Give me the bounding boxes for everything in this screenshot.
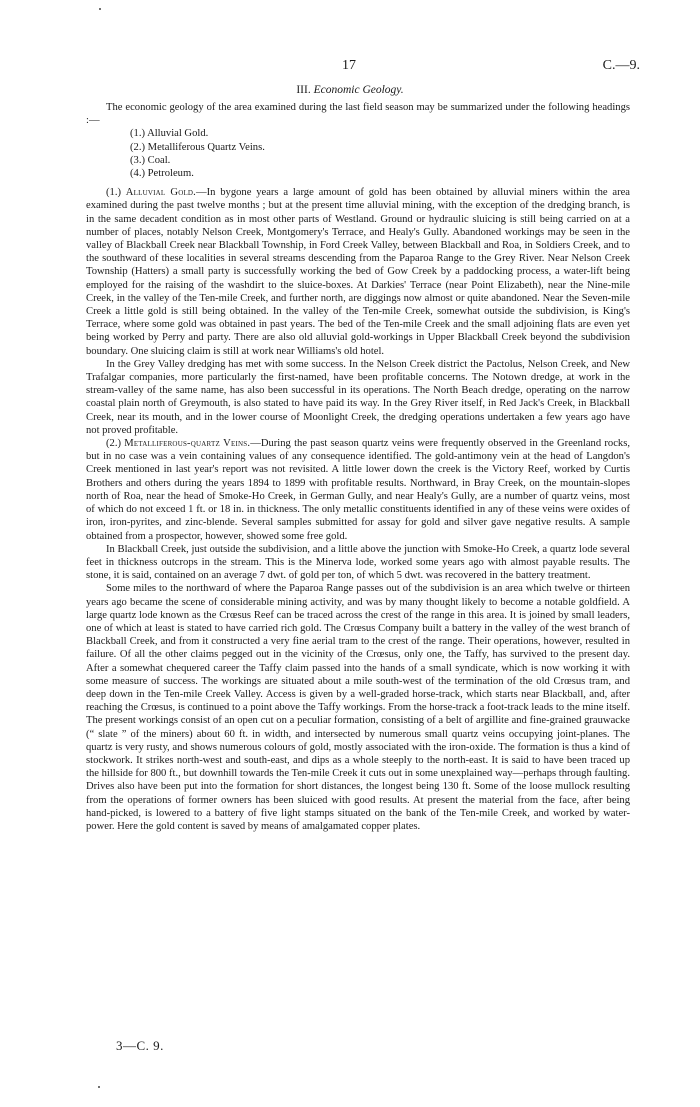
document-body — [86, 101, 630, 833]
heading-item: (3.) Coal. — [130, 154, 171, 166]
page-number: 17 — [342, 58, 356, 73]
headings-list — [130, 127, 630, 180]
section-title — [0, 84, 700, 96]
scan-speck — [98, 1086, 100, 1088]
document-reference: C.—9. — [602, 58, 640, 73]
alluvial-text: —In bygone years a large amount of gold has been obtained by alluvial miners within the area examined during the past twelve months ; but at the present time alluvial mining, with the exception of the dredging branch, is in the same decadent condition as in most other parts of Westland. Ground or hydraulic sluicing is still being carried on at a number of places, notably Nelson Creek, Montgomery's Terrace, and Healy's Gully. Abandoned workings may be seen in the valley of Blackball Creek near Blackball Township, in Ford Creek Valley, between Blackball and Roa, in Soldiers Creek, and to the southward of these localities in several streams descending from the Paparoa Range to the Grey River. Near Nelson Creek Township (Hatters) a small party is successfully working the bed of Gow Creek by a paddocking process, a water-lift being employed for the raising of the washdirt to the sluice-boxes. At Darkies' Terrace (near Point Elizabeth), near the Nine-mile Creek, in the valley of the Ten-mile Creek, and further north, are diggings now almost or quite abandoned. Near the Seven-mile Creek a little gold is still being obtained. In the valley of the Ten-mile Creek, somewhat outside the subdivision, is King's Terrace, where some gold was obtained in past years. The bed of the Ten-mile Creek and the small adjoining flats are even yet being worked by Perry and party. There are also old alluvial gold-workings in Upper Blackball Creek beyond the subdivision boundary. One sluicing claim is still at work near Williams's old hotel. — [86, 187, 630, 357]
quartz-caption: Metalliferous-quartz Veins. — [124, 438, 251, 450]
croesus-reef-paragraph: Some miles to the northward of where the Paparoa Range passes out of the subdivision is an area which twelve or thirteen years ago became the scene of considerable mining activity, and was by many thought likely to become a notable goldfield. A large quartz lode known as the Crœsus Reef can be traced across the crest of the range in this area. It is joined by small leaders, one of which at least is stated to have carried rich gold. The Crœsus Company built a battery in the valley of the west branch of Blackball Creek, and from it constructed a very fine aerial tram to the crest of the range. Their operations, however, resulted in failure. Of all the other claims pegged out in the vicinity of the Crœsus, only one, the Taffy, has survived to the present day. After a somewhat chequered career the Taffy claim passed into the hands of a small syndicate, which is now working it with some measure of success. The workings are situated about a mile south-west of the termination of the old Crœsus tram, and deep down in the Ten-mile Creek Valley. Access is given by a well-graded horse-track, which starts near Blackball, and, after reaching the Crœsus, is continued to a point above the Taffy workings. From the horse-track a foot-track leads to the mine itself. The present workings consist of an open cut on a peculiar formation, consisting of a belt of argillite and fine-grained grauwacke (“ slate ” of the miners) about 60 ft. in width, and intersected by numerous small quartz veins occupying joint-planes. The quartz is very rusty, and shows numerous colours of gold, mostly associated with the iron-oxide. The formation is thus a kind of stockwork. It strikes north-west and south-east, and dips as a whole steeply to the north-east. It is said to have been traced up the hillside for 800 ft., but downhill towards the Ten-mile Creek it cuts out in some unexplained way—perhaps through faulting. Drives also have been put into the formation for short distances, the longest being 130 ft. Some of the loose mullock resulting from the operations of former owners has been sluiced with good results. At present the material from the face, after being hand-picked, is lowered to a battery of five light stamps situated on the bank of the Ten-mile Creek, and worked by water-power. Here the gold content is saved by means of amalgamated copper plates. — [86, 583, 630, 832]
alluvial-label: (1.) — [106, 187, 122, 199]
minerva-lode-paragraph: In Blackball Creek, just outside the subdivision, and a little above the junction with Smoke-Ho Creek, a quartz lode several feet in thickness outcrops in the stream. This is the Minerva lode, worked some years ago with almost payable results. The stone, it is said, contained on an average 7 dwt. of gold per ton, of which 5 dwt. was recovered in the battery treatment. — [86, 543, 630, 582]
scan-speck — [99, 8, 101, 10]
quartz-text: —During the past season quartz veins were frequently observed in the Greenland rocks, but in no case was a vein containing values of any consequence identified. The gold-antimony vein at the head of Langdon's Creek mentioned in last year's report was not revisited. A little lower down the creek is the Victory Reef, worked by Curtis Brothers and others during the years 1894 to 1899 with profitable results. Northward, in Bray Creek, on the mountain-slopes north of Roa, near the head of Smoke-Ho Creek, in German Gully, and near Healy's Gully, are a number of quartz veins, most of which do not exceed 1 ft. or 18 in. in thickness. The only metallic constituents identified in any of these veins were oxides of iron, iron-pyrites, and zinc-blende. Several samples submitted for assay for gold and silver gave negative results. A sample obtained from a prospector, however, showed some free gold. — [86, 438, 630, 542]
heading-item: (1.) Alluvial Gold. — [130, 128, 209, 140]
intro-paragraph: The economic geology of the area examined during the last field season may be summarized under the following headings :— — [86, 102, 630, 127]
section-numeral: III. — [296, 84, 311, 96]
alluvial-caption: Alluvial Gold. — [125, 187, 197, 199]
page-header — [0, 58, 700, 74]
section-title-text: Economic Geology. — [313, 84, 404, 96]
alluvial-gold-paragraph — [86, 186, 630, 358]
quartz-label: (2.) — [106, 438, 122, 450]
dredging-paragraph: In the Grey Valley dredging has met with some success. In the Nelson Creek district the Pactolus, Nelson Creek, and New Trafalgar companies, more particularly the first-named, have been profitable concerns. The Notown dredge, at work in the stream-valley of the same name, has also been successful in its operations. The North Beach dredge, operating on the narrow coastal plain north of Greymouth, is also stated to have paid its way. In the Grey River itself, in Red Jack's Creek, in Blackball Creek, near its mouth, and in the lower course of Moonlight Creek, the dredging operations undertaken a few years ago have not proved profitable. — [86, 358, 630, 436]
page-signature: 3—C. 9. — [116, 1038, 164, 1053]
heading-item: (4.) Petroleum. — [130, 168, 194, 180]
heading-item: (2.) Metalliferous Quartz Veins. — [130, 141, 265, 153]
quartz-veins-paragraph — [86, 437, 630, 543]
